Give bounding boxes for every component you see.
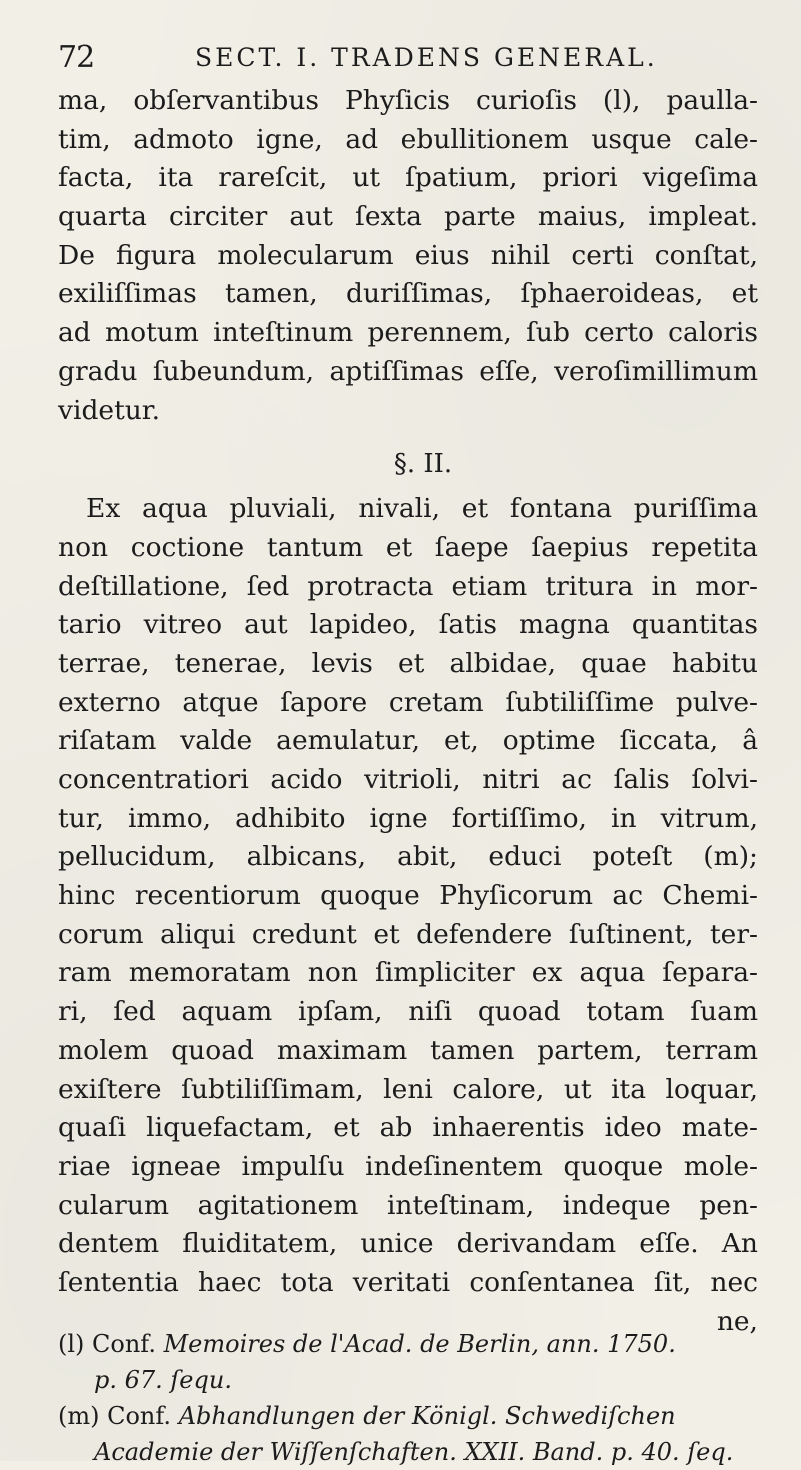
text-line: gradu ſubeundum, aptiſſimas eſſe, veroſimillimum (58, 355, 758, 387)
text-line: molem quoad maximam tamen partem, terram (58, 1034, 758, 1066)
text-line: non coctione tantum et ſaepe ſaepius repetita (58, 531, 758, 563)
text-line: Ex aqua pluviali, nivali, et fontana puriſſima (86, 493, 758, 525)
text-line: tario vitreo aut lapideo, ſatis magna quantitas (58, 609, 758, 641)
body-text (58, 82, 758, 1341)
running-head: SECT. I. TRADENS GENERAL. (195, 43, 658, 72)
paragraph-2 (58, 490, 758, 1341)
footnote-marker: (m) Conf. (58, 1402, 172, 1430)
text-line: quarta circiter aut ſexta parte maius, impleat. (58, 201, 758, 233)
text-line: cularum agitationem inteſtinam, indeque pen- (58, 1189, 758, 1221)
footnote-work: Abhandlungen der Königl. Schwediſchen (178, 1402, 676, 1430)
page-header (58, 40, 738, 84)
section-heading: §. II. (393, 449, 453, 480)
text-line: ri, ſed aquam ipſam, niſi quoad totam ſuam (58, 996, 758, 1028)
text-line: riſatam valde aemulatur, et, optime ſiccata, â (58, 725, 758, 757)
footnote-continuation: p. 67. ſequ. (94, 1366, 232, 1394)
text-line: videtur. (58, 394, 160, 426)
text-line: hinc recentiorum quoque Phyſicorum ac Chemi- (58, 880, 758, 912)
text-line: deſtillatione, ſed protracta etiam tritura in mor- (58, 570, 758, 602)
text-line: concentratiori acido vitrioli, nitri ac ſalis ſolvi- (58, 764, 758, 795)
catchword: ne, (716, 1305, 758, 1337)
text-line: corum aliqui credunt et defendere ſuſtinent, ter- (58, 918, 758, 950)
text-line: ma, obſervantibus Phyſicis curioſis (l), paulla- (58, 85, 758, 116)
text-line: dentem fluiditatem, unice derivandam eſſe. An (58, 1228, 758, 1260)
text-line: externo atque ſapore cretam ſubtiliſſime pulve- (58, 686, 758, 718)
text-line: terrae, tenerae, levis et albidae, quae habitu (58, 647, 758, 679)
text-line: tur, immo, adhibito igne fortiſſimo, in vitrum, (58, 802, 758, 834)
text-line: ad motum inteſtinum perennem, ſub certo caloris (58, 317, 758, 349)
text-line: riae igneae impulſu indeſinentem quoque mole- (58, 1150, 758, 1182)
footnote-marker: (l) Conf. (58, 1330, 156, 1358)
text-line: exiliſſimas tamen, duriſſimas, ſphaeroideas, et (58, 278, 758, 310)
footnote-work: Memoires de l'Acad. de Berlin, ann. 1750. (163, 1330, 676, 1358)
text-line: ram memoratam non ſimpliciter ex aqua ſepara- (58, 957, 758, 989)
text-line: pellucidum, albicans, abit, educi poteſt (m); (58, 841, 758, 873)
footnotes (58, 1326, 758, 1470)
footnote-l (58, 1326, 758, 1398)
text-line: exiſtere ſubtiliſſimam, leni calore, ut ita loquar, (58, 1073, 758, 1105)
footnote-continuation: Academie der Wiſſenſchaften. XXII. Band. p. 40. ſeq. (94, 1438, 734, 1466)
text-line: facta, ita rareſcit, ut ſpatium, priori vigeſima (58, 162, 758, 194)
text-line: De figura molecularum eius nihil certi conſtat, (58, 239, 758, 271)
footnote-m (58, 1398, 758, 1470)
paragraph-1 (58, 82, 758, 430)
text-line: tim, admoto igne, ad ebullitionem usque cale- (58, 123, 758, 155)
page-number: 72 (58, 40, 95, 75)
text-line: quaſi liquefactam, et ab inhaerentis ideo mate- (58, 1112, 758, 1144)
text-line: ſententia haec tota veritati conſentanea ſit, nec (58, 1266, 758, 1298)
